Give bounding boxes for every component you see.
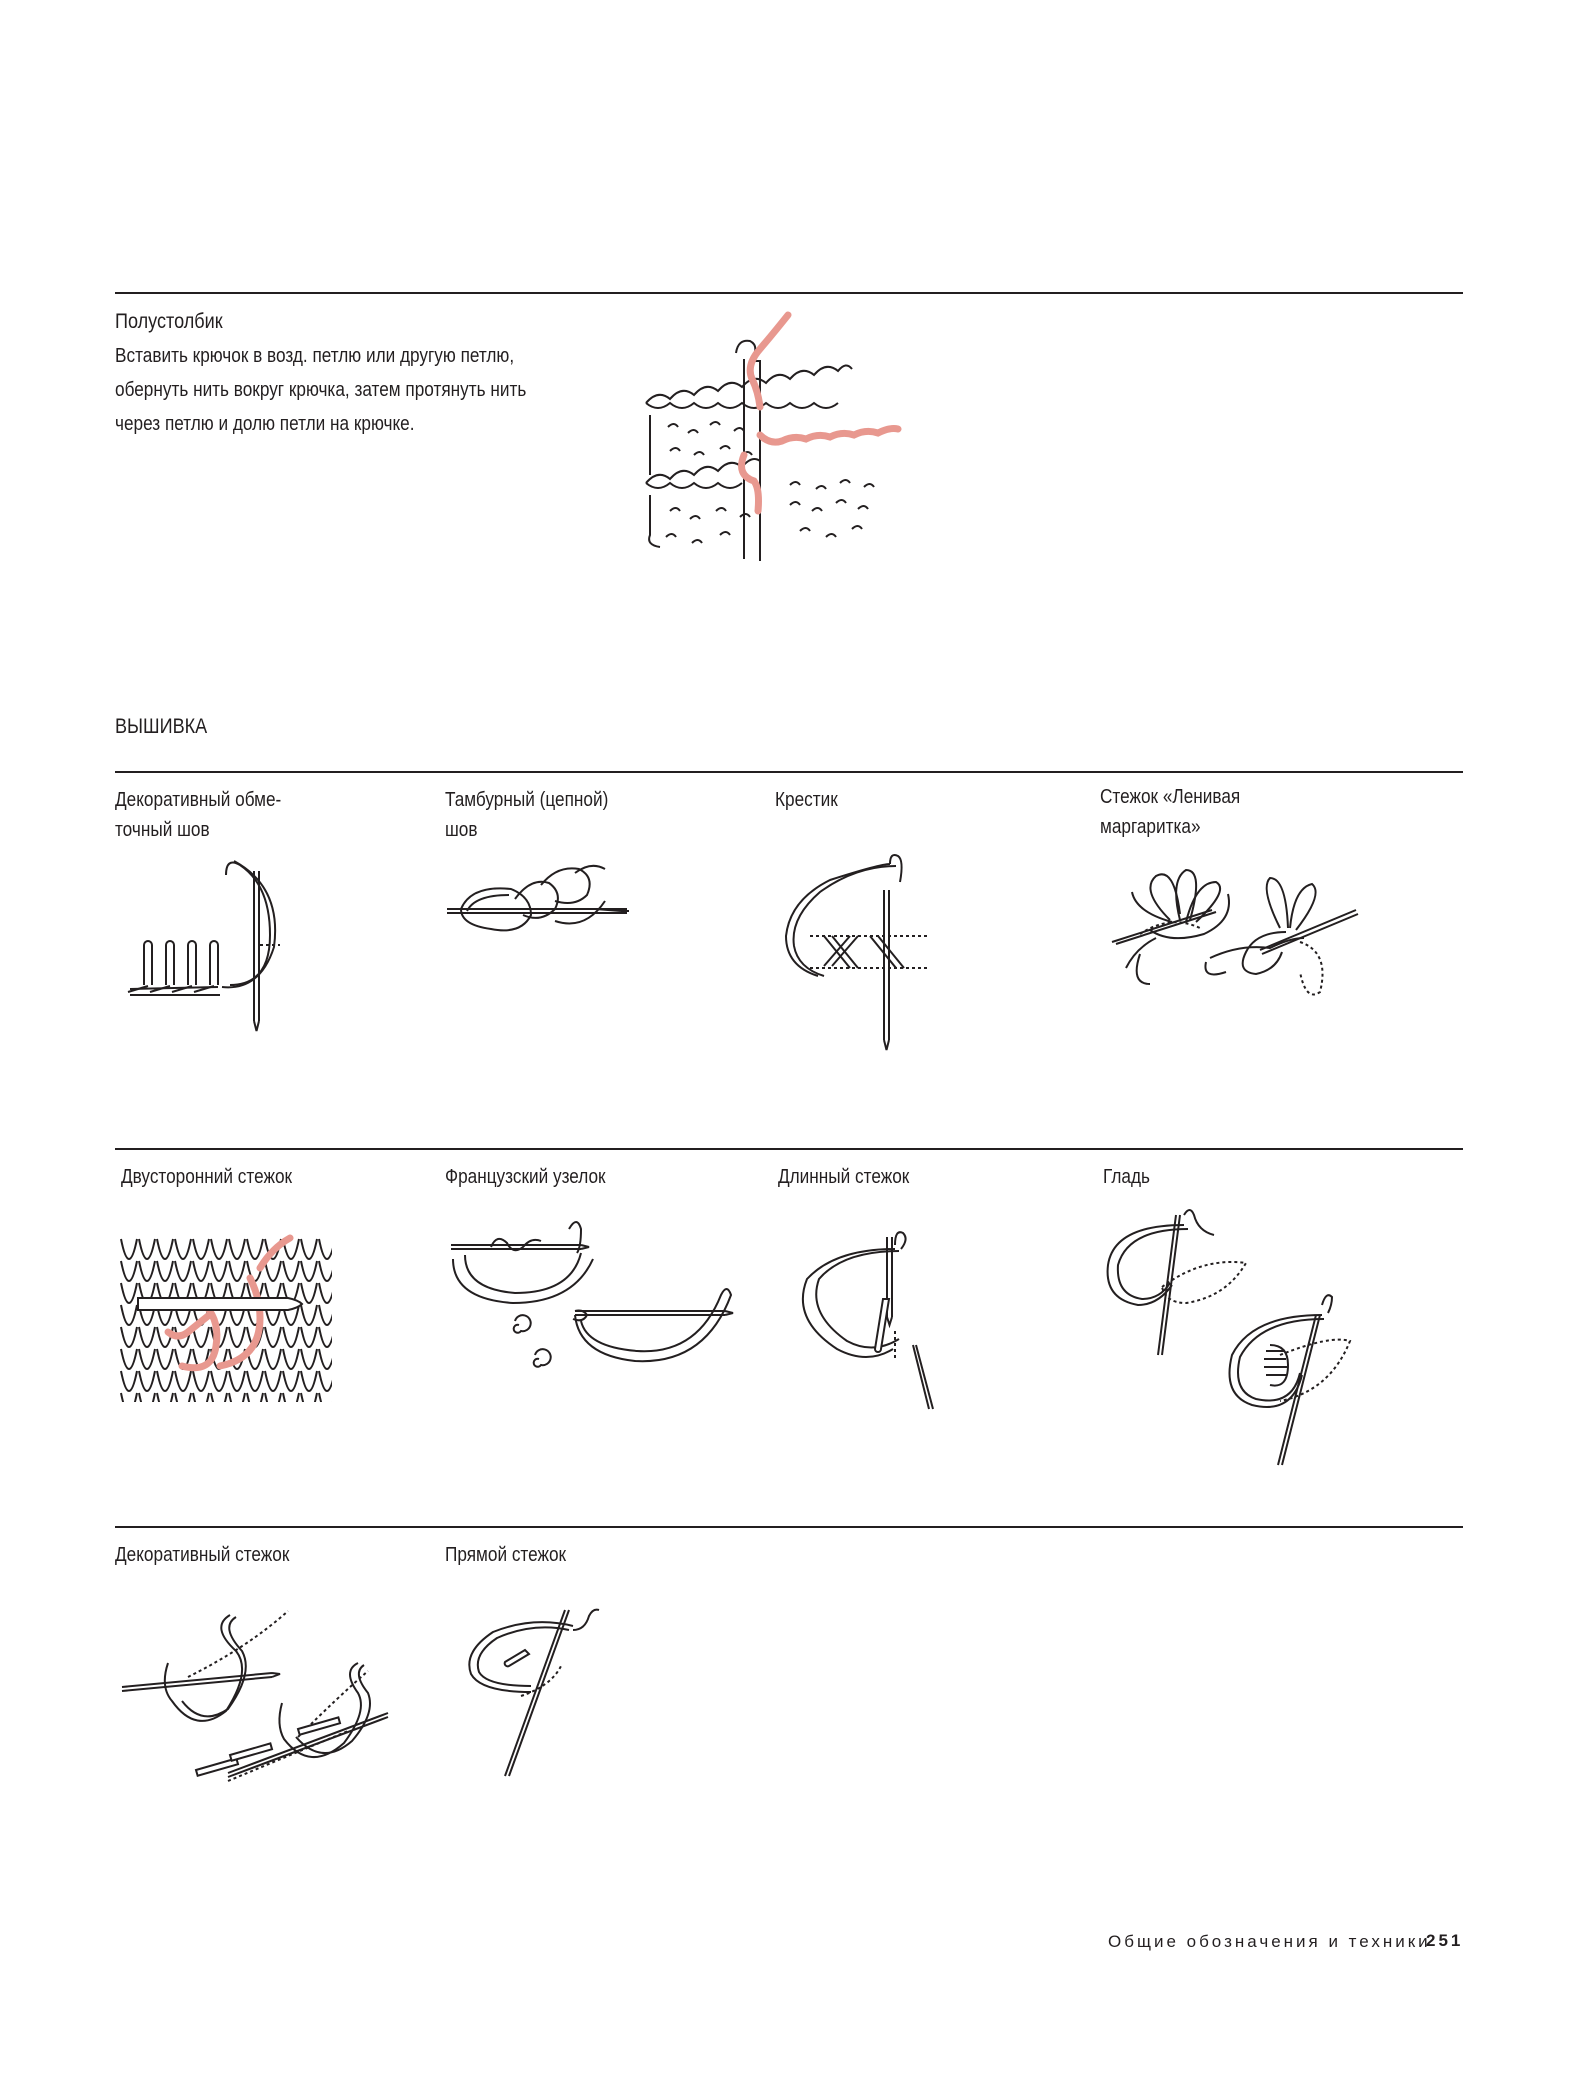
caption-satin: Гладь (1103, 1166, 1150, 1188)
caption-straight: Прямой стежок (445, 1544, 567, 1566)
caption-blanket-line-1: Декоративный обме- (115, 789, 282, 811)
page-number: 251 (1426, 1931, 1464, 1950)
lazy-daisy-illustration (1110, 850, 1360, 1010)
french-knot-illustration (445, 1215, 735, 1400)
caption-blanket-line-2: точный шов (115, 819, 210, 841)
blanket-stitch-illustration (120, 855, 330, 1045)
duplicate-stitch-illustration (120, 1238, 332, 1402)
long-stitch-illustration (795, 1225, 945, 1405)
satin-stitch-illustration (1100, 1205, 1350, 1465)
crochet-line-3: через петлю и долю петли на крючке. (115, 413, 415, 435)
caption-long-stitch: Длинный стежок (778, 1166, 910, 1188)
half-double-crochet-illustration (640, 305, 920, 565)
crochet-line-2: обернуть нить вокруг крючка, затем протянуть нить (115, 379, 527, 401)
row-3-rule (115, 1526, 1463, 1528)
cross-stitch-illustration (770, 850, 950, 1050)
caption-cross: Крестик (775, 789, 838, 811)
caption-chain-line-2: шов (445, 819, 478, 841)
caption-chain-line-1: Тамбурный (цепной) (445, 789, 609, 811)
caption-duplicate: Двусторонний стежок (121, 1166, 293, 1188)
footer-section-label: Общие обозначения и техники (1108, 1932, 1431, 1951)
row-2-rule (115, 1148, 1463, 1150)
decorative-stitch-illustration (118, 1605, 388, 1795)
caption-lazy-daisy-line-2: маргаритка» (1100, 816, 1201, 838)
section-heading-embroidery: ВЫШИВКА (115, 715, 208, 738)
crochet-line-1: Вставить крючок в возд. петлю или другую петлю, (115, 345, 515, 367)
caption-lazy-daisy-line-1: Стежок «Ленивая (1100, 786, 1241, 808)
straight-stitch-illustration (465, 1600, 635, 1780)
caption-french-knot: Французский узелок (445, 1166, 606, 1188)
row-1-rule (115, 771, 1463, 773)
crochet-title: Полустолбик (115, 310, 223, 333)
top-rule (115, 292, 1463, 294)
chain-stitch-illustration (445, 855, 635, 965)
caption-decorative: Декоративный стежок (115, 1544, 290, 1566)
